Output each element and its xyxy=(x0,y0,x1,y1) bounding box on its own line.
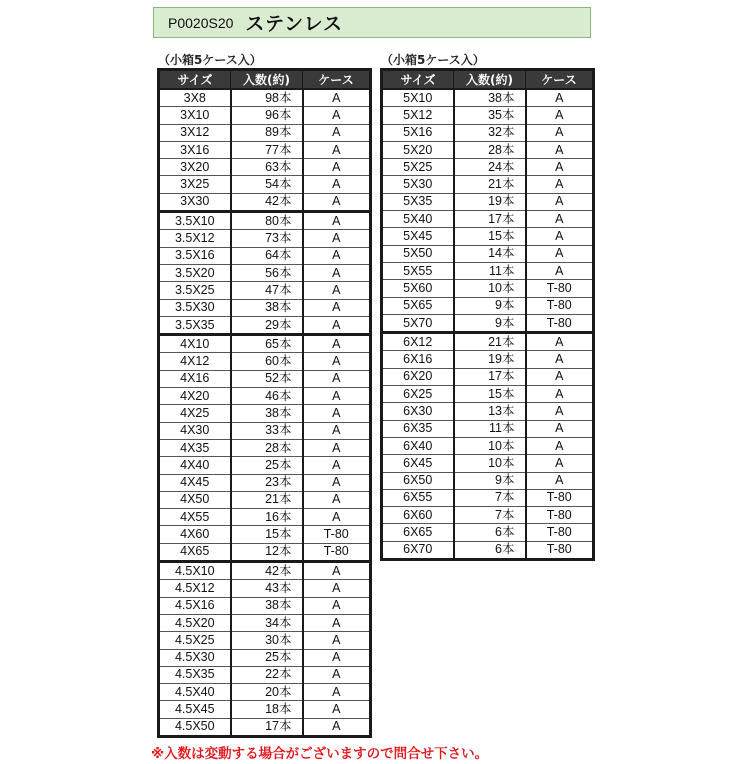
case-cell: A xyxy=(303,666,371,683)
quantity-cell: 10本 xyxy=(454,280,526,297)
quantity-cell: 46本 xyxy=(231,388,303,405)
size-cell: 3.5X25 xyxy=(159,282,231,299)
size-cell: 4.5X35 xyxy=(159,666,231,683)
quantity-cell: 47本 xyxy=(231,282,303,299)
quantity-cell: 52本 xyxy=(231,370,303,387)
size-cell: 6X25 xyxy=(382,386,454,403)
quantity-cell: 15本 xyxy=(454,228,526,245)
quantity-cell: 14本 xyxy=(454,245,526,262)
table-row xyxy=(159,543,371,561)
quantity-cell: 33本 xyxy=(231,422,303,439)
size-cell: 4X35 xyxy=(159,439,231,456)
table-row xyxy=(382,524,594,541)
case-cell: A xyxy=(303,193,371,211)
case-cell: A xyxy=(303,597,371,614)
size-cell: 3.5X20 xyxy=(159,264,231,281)
right-table-caption: （小箱5ケース入） xyxy=(381,53,485,67)
table-row xyxy=(159,614,371,631)
quantity-cell: 56本 xyxy=(231,264,303,281)
table-row xyxy=(382,141,594,158)
table-row xyxy=(382,489,594,506)
size-cell: 5X70 xyxy=(382,314,454,332)
case-cell: A xyxy=(303,124,371,141)
case-cell: A xyxy=(303,457,371,474)
quantity-cell: 54本 xyxy=(231,176,303,193)
quantity-cell: 89本 xyxy=(231,124,303,141)
left-table-body xyxy=(159,89,371,736)
column-header-case: ケース xyxy=(526,70,594,90)
quantity-cell: 22本 xyxy=(231,666,303,683)
table-row xyxy=(159,509,371,526)
table-row xyxy=(159,422,371,439)
table-row xyxy=(159,474,371,491)
table-row xyxy=(159,316,371,334)
case-cell: A xyxy=(303,282,371,299)
case-cell: A xyxy=(303,230,371,247)
table-row xyxy=(382,176,594,193)
quantity-cell: 11本 xyxy=(454,420,526,437)
size-cell: 6X50 xyxy=(382,472,454,489)
case-cell: A xyxy=(526,228,594,245)
case-cell: A xyxy=(303,107,371,124)
right-table-body xyxy=(382,89,594,560)
left-table-caption: （小箱5ケース入） xyxy=(158,53,262,67)
case-cell: A xyxy=(303,353,371,370)
case-cell: A xyxy=(303,299,371,316)
case-cell: T-80 xyxy=(526,297,594,314)
size-cell: 4X20 xyxy=(159,388,231,405)
size-cell: 4.5X50 xyxy=(159,718,231,736)
size-cell: 5X40 xyxy=(382,211,454,228)
size-cell: 6X35 xyxy=(382,420,454,437)
case-cell: T-80 xyxy=(526,489,594,506)
size-cell: 5X10 xyxy=(382,89,454,107)
case-cell: A xyxy=(303,562,371,580)
quantity-cell: 28本 xyxy=(231,439,303,456)
table-row xyxy=(159,405,371,422)
quantity-cell: 60本 xyxy=(231,353,303,370)
quantity-cell: 19本 xyxy=(454,193,526,210)
case-cell: A xyxy=(526,472,594,489)
size-cell: 4.5X20 xyxy=(159,614,231,631)
table-row xyxy=(159,159,371,176)
case-cell: A xyxy=(526,386,594,403)
quantity-cell: 65本 xyxy=(231,335,303,353)
quantity-cell: 9本 xyxy=(454,297,526,314)
case-cell: T-80 xyxy=(526,314,594,332)
quantity-cell: 73本 xyxy=(231,230,303,247)
table-row xyxy=(382,211,594,228)
column-header-quantity: 入数(約) xyxy=(454,70,526,90)
size-cell: 3X20 xyxy=(159,159,231,176)
table-row xyxy=(159,649,371,666)
table-row xyxy=(382,280,594,297)
size-cell: 4X55 xyxy=(159,509,231,526)
quantity-cell: 18本 xyxy=(231,701,303,718)
case-cell: A xyxy=(526,141,594,158)
quantity-cell: 38本 xyxy=(231,597,303,614)
table-row xyxy=(159,247,371,264)
quantity-cell: 10本 xyxy=(454,455,526,472)
table-row xyxy=(159,388,371,405)
quantity-cell: 13本 xyxy=(454,403,526,420)
case-cell: T-80 xyxy=(303,543,371,561)
case-cell: T-80 xyxy=(526,524,594,541)
quantity-cell: 35本 xyxy=(454,107,526,124)
size-cell: 4X50 xyxy=(159,491,231,508)
size-cell: 6X55 xyxy=(382,489,454,506)
case-cell: A xyxy=(526,420,594,437)
case-cell: T-80 xyxy=(303,526,371,543)
case-cell: A xyxy=(526,245,594,262)
case-cell: A xyxy=(303,247,371,264)
quantity-cell: 43本 xyxy=(231,580,303,597)
case-cell: A xyxy=(526,89,594,107)
quantity-cell: 64本 xyxy=(231,247,303,264)
quantity-cell: 42本 xyxy=(231,562,303,580)
quantity-cell: 80本 xyxy=(231,212,303,230)
case-cell: A xyxy=(303,439,371,456)
column-header-size: サイズ xyxy=(382,70,454,90)
case-cell: A xyxy=(303,264,371,281)
table-row xyxy=(159,193,371,211)
table-row xyxy=(159,526,371,543)
case-cell: A xyxy=(303,370,371,387)
case-cell: A xyxy=(303,316,371,334)
size-cell: 3X8 xyxy=(159,89,231,107)
quantity-cell: 21本 xyxy=(454,333,526,351)
case-cell: A xyxy=(303,335,371,353)
size-cell: 4.5X25 xyxy=(159,632,231,649)
table-row xyxy=(382,159,594,176)
right-spec-table xyxy=(380,68,595,561)
table-row xyxy=(159,632,371,649)
size-cell: 5X50 xyxy=(382,245,454,262)
table-row xyxy=(382,541,594,559)
product-material: ステンレス xyxy=(245,13,344,35)
table-row xyxy=(159,176,371,193)
case-cell: T-80 xyxy=(526,507,594,524)
table-row xyxy=(382,351,594,368)
size-cell: 6X30 xyxy=(382,403,454,420)
quantity-cell: 38本 xyxy=(454,89,526,107)
case-cell: A xyxy=(303,509,371,526)
size-cell: 3.5X35 xyxy=(159,316,231,334)
quantity-cell: 63本 xyxy=(231,159,303,176)
quantity-note: ※入数は変動する場合がございますので問合せ下さい。 xyxy=(151,746,489,762)
table-header-row xyxy=(382,70,594,90)
size-cell: 4.5X12 xyxy=(159,580,231,597)
size-cell: 3X30 xyxy=(159,193,231,211)
quantity-cell: 24本 xyxy=(454,159,526,176)
case-cell: A xyxy=(303,159,371,176)
table-row xyxy=(159,718,371,736)
table-row xyxy=(382,437,594,454)
size-cell: 6X60 xyxy=(382,507,454,524)
case-cell: A xyxy=(526,193,594,210)
quantity-cell: 25本 xyxy=(231,457,303,474)
quantity-cell: 17本 xyxy=(231,718,303,736)
size-cell: 6X65 xyxy=(382,524,454,541)
size-cell: 5X20 xyxy=(382,141,454,158)
size-cell: 6X40 xyxy=(382,437,454,454)
table-row xyxy=(382,245,594,262)
column-header-quantity: 入数(約) xyxy=(231,70,303,90)
table-row xyxy=(159,230,371,247)
case-cell: A xyxy=(303,474,371,491)
table-row xyxy=(159,335,371,353)
case-cell: A xyxy=(526,107,594,124)
table-row xyxy=(159,107,371,124)
size-cell: 6X45 xyxy=(382,455,454,472)
quantity-cell: 20本 xyxy=(231,684,303,701)
quantity-cell: 28本 xyxy=(454,141,526,158)
case-cell: A xyxy=(526,176,594,193)
quantity-cell: 17本 xyxy=(454,211,526,228)
table-row xyxy=(382,368,594,385)
table-row xyxy=(159,684,371,701)
quantity-cell: 6本 xyxy=(454,541,526,559)
quantity-cell: 9本 xyxy=(454,314,526,332)
table-row xyxy=(382,472,594,489)
table-row xyxy=(159,562,371,580)
table-row xyxy=(159,299,371,316)
case-cell: A xyxy=(526,333,594,351)
case-cell: A xyxy=(303,422,371,439)
size-cell: 5X30 xyxy=(382,176,454,193)
product-header xyxy=(153,7,591,38)
case-cell: A xyxy=(526,437,594,454)
size-cell: 5X25 xyxy=(382,159,454,176)
size-cell: 4X65 xyxy=(159,543,231,561)
table-row xyxy=(159,701,371,718)
size-cell: 3.5X30 xyxy=(159,299,231,316)
table-row xyxy=(382,124,594,141)
quantity-cell: 77本 xyxy=(231,141,303,158)
table-row xyxy=(159,457,371,474)
table-row xyxy=(159,370,371,387)
case-cell: A xyxy=(526,159,594,176)
quantity-cell: 38本 xyxy=(231,299,303,316)
size-cell: 3X12 xyxy=(159,124,231,141)
size-cell: 3.5X10 xyxy=(159,212,231,230)
table-row xyxy=(382,193,594,210)
quantity-cell: 17本 xyxy=(454,368,526,385)
size-cell: 4.5X40 xyxy=(159,684,231,701)
column-header-size: サイズ xyxy=(159,70,231,90)
size-cell: 4.5X30 xyxy=(159,649,231,666)
quantity-cell: 23本 xyxy=(231,474,303,491)
case-cell: A xyxy=(303,580,371,597)
quantity-cell: 30本 xyxy=(231,632,303,649)
quantity-cell: 19本 xyxy=(454,351,526,368)
case-cell: A xyxy=(526,455,594,472)
table-row xyxy=(382,314,594,332)
table-header-row xyxy=(159,70,371,90)
table-row xyxy=(159,89,371,107)
case-cell: A xyxy=(303,491,371,508)
case-cell: A xyxy=(303,632,371,649)
size-cell: 4X60 xyxy=(159,526,231,543)
quantity-cell: 6本 xyxy=(454,524,526,541)
size-cell: 4.5X45 xyxy=(159,701,231,718)
table-row xyxy=(382,228,594,245)
quantity-cell: 21本 xyxy=(231,491,303,508)
quantity-cell: 98本 xyxy=(231,89,303,107)
table-row xyxy=(159,491,371,508)
case-cell: A xyxy=(303,701,371,718)
size-cell: 6X12 xyxy=(382,333,454,351)
size-cell: 4.5X16 xyxy=(159,597,231,614)
table-row xyxy=(159,141,371,158)
size-cell: 6X16 xyxy=(382,351,454,368)
size-cell: 5X16 xyxy=(382,124,454,141)
size-cell: 5X65 xyxy=(382,297,454,314)
case-cell: A xyxy=(303,614,371,631)
quantity-cell: 38本 xyxy=(231,405,303,422)
size-cell: 6X20 xyxy=(382,368,454,385)
case-cell: T-80 xyxy=(526,280,594,297)
case-cell: A xyxy=(303,89,371,107)
case-cell: A xyxy=(303,684,371,701)
quantity-cell: 16本 xyxy=(231,509,303,526)
column-header-case: ケース xyxy=(303,70,371,90)
table-row xyxy=(159,212,371,230)
quantity-cell: 10本 xyxy=(454,437,526,454)
case-cell: A xyxy=(303,649,371,666)
table-row xyxy=(159,353,371,370)
table-row xyxy=(159,124,371,141)
quantity-cell: 96本 xyxy=(231,107,303,124)
case-cell: A xyxy=(303,176,371,193)
table-row xyxy=(159,666,371,683)
table-row xyxy=(382,107,594,124)
quantity-cell: 7本 xyxy=(454,507,526,524)
case-cell: T-80 xyxy=(526,541,594,559)
table-row xyxy=(382,455,594,472)
table-row xyxy=(159,597,371,614)
case-cell: A xyxy=(526,403,594,420)
size-cell: 4X10 xyxy=(159,335,231,353)
case-cell: A xyxy=(303,388,371,405)
quantity-cell: 21本 xyxy=(454,176,526,193)
quantity-cell: 11本 xyxy=(454,262,526,279)
quantity-cell: 32本 xyxy=(454,124,526,141)
quantity-cell: 34本 xyxy=(231,614,303,631)
size-cell: 5X35 xyxy=(382,193,454,210)
size-cell: 5X55 xyxy=(382,262,454,279)
table-row xyxy=(382,386,594,403)
case-cell: A xyxy=(526,262,594,279)
table-row xyxy=(382,420,594,437)
quantity-cell: 29本 xyxy=(231,316,303,334)
size-cell: 3X10 xyxy=(159,107,231,124)
case-cell: A xyxy=(303,718,371,736)
size-cell: 3X16 xyxy=(159,141,231,158)
table-row xyxy=(159,282,371,299)
size-cell: 3X25 xyxy=(159,176,231,193)
case-cell: A xyxy=(526,124,594,141)
size-cell: 6X70 xyxy=(382,541,454,559)
table-row xyxy=(382,507,594,524)
case-cell: A xyxy=(303,212,371,230)
size-cell: 5X12 xyxy=(382,107,454,124)
left-spec-table xyxy=(157,68,372,738)
case-cell: A xyxy=(303,141,371,158)
size-cell: 4X16 xyxy=(159,370,231,387)
table-row xyxy=(159,264,371,281)
size-cell: 4.5X10 xyxy=(159,562,231,580)
size-cell: 3.5X12 xyxy=(159,230,231,247)
case-cell: A xyxy=(526,368,594,385)
table-row xyxy=(382,297,594,314)
size-cell: 3.5X16 xyxy=(159,247,231,264)
quantity-cell: 42本 xyxy=(231,193,303,211)
size-cell: 5X60 xyxy=(382,280,454,297)
case-cell: A xyxy=(526,351,594,368)
quantity-cell: 25本 xyxy=(231,649,303,666)
case-cell: A xyxy=(526,211,594,228)
quantity-cell: 9本 xyxy=(454,472,526,489)
size-cell: 4X45 xyxy=(159,474,231,491)
table-row xyxy=(159,580,371,597)
quantity-cell: 15本 xyxy=(454,386,526,403)
table-row xyxy=(382,333,594,351)
case-cell: A xyxy=(303,405,371,422)
size-cell: 4X40 xyxy=(159,457,231,474)
quantity-cell: 7本 xyxy=(454,489,526,506)
quantity-cell: 12本 xyxy=(231,543,303,561)
table-row xyxy=(382,89,594,107)
table-row xyxy=(159,439,371,456)
quantity-cell: 15本 xyxy=(231,526,303,543)
size-cell: 4X30 xyxy=(159,422,231,439)
size-cell: 4X12 xyxy=(159,353,231,370)
product-code: P0020S20 xyxy=(168,14,234,31)
size-cell: 4X25 xyxy=(159,405,231,422)
table-row xyxy=(382,403,594,420)
size-cell: 5X45 xyxy=(382,228,454,245)
table-row xyxy=(382,262,594,279)
